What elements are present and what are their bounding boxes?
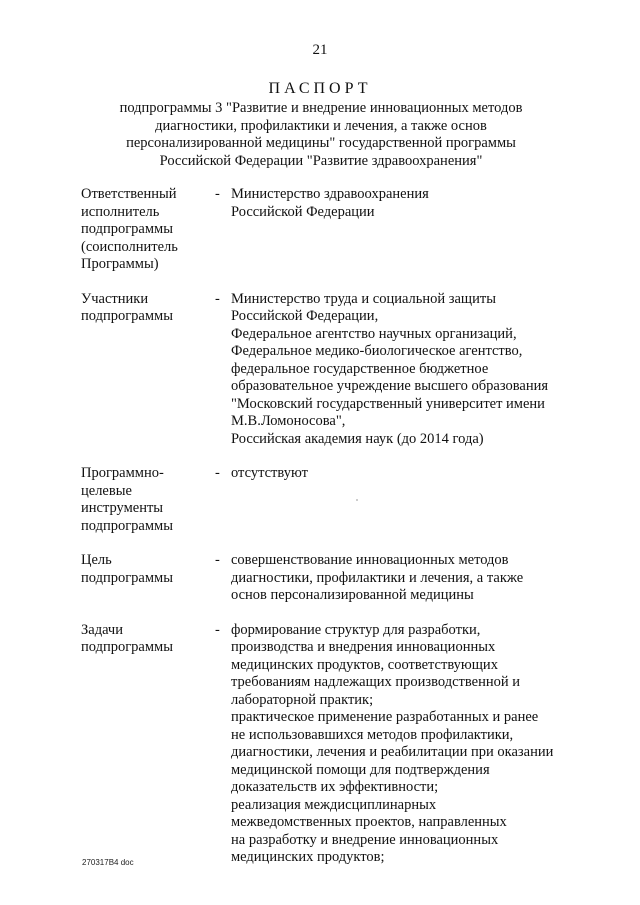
value-line: на разработку и внедрение инновационных — [231, 831, 499, 848]
subtitle-line: Российской Федерации "Развитие здравоохранения" — [159, 152, 483, 169]
value-line: формирование структур для разработки, — [231, 621, 481, 638]
label-line: подпрограммы — [81, 221, 173, 237]
label-line: Участники — [81, 290, 149, 307]
value-line: образовательное учреждение высшего образования — [231, 378, 549, 394]
label-line: Программно- — [81, 465, 164, 481]
value-line: Российская академия наук (до 2014 года) — [231, 430, 484, 447]
label-line: Цель — [81, 552, 112, 568]
value-line: межведомственных проектов, направленных — [231, 814, 507, 830]
value-line: Федеральное агентство научных организаций, — [231, 325, 517, 342]
row-value — [231, 291, 581, 449]
value-line: лабораторной практик; — [231, 691, 374, 708]
value-line: производства и внедрения инновационных — [231, 639, 496, 655]
value-line: доказательств их эффективности; — [231, 779, 439, 795]
label-line: Задачи — [81, 621, 123, 638]
value-line: Российской Федерации — [231, 203, 375, 220]
row-goal — [81, 552, 581, 605]
row-value — [231, 552, 581, 605]
value-line: основ персонализированной медицины — [231, 587, 474, 603]
row-dash: - — [215, 621, 220, 638]
row-label — [81, 291, 215, 326]
footer-file-reference: 270317В4 doc — [82, 858, 134, 867]
value-line: не использовавшихся методов профилактики, — [231, 726, 514, 743]
row-label — [81, 186, 215, 274]
row-value — [231, 465, 581, 483]
value-line: диагностики, профилактики и лечения, а также — [231, 569, 524, 586]
row-value — [231, 622, 581, 867]
row-dash: - — [215, 552, 220, 568]
subtitle-line: персонализированной медицины" государственной программы — [126, 135, 516, 151]
value-line: отсутствуют — [231, 465, 308, 481]
value-line: медицинских продуктов; — [231, 849, 385, 865]
value-line: диагностики, лечения и реабилитации при оказании — [231, 744, 554, 760]
row-dash: - — [215, 186, 220, 202]
value-line: реализация междисциплинарных — [231, 796, 437, 813]
value-line: М.В.Ломоносова", — [231, 413, 346, 429]
value-line: Министерство труда и социальной защиты — [231, 290, 496, 307]
value-line: совершенствование инновационных методов — [231, 552, 509, 568]
value-line: Российской Федерации, — [231, 308, 379, 324]
page-number: 21 — [312, 42, 328, 58]
label-line: целевые — [81, 482, 132, 499]
value-line: требованиям надлежащих производственной и — [231, 674, 520, 690]
row-responsible-executor — [81, 186, 581, 274]
scan-speck — [356, 499, 358, 501]
label-line: инструменты — [81, 500, 164, 516]
value-line: Министерство здравоохранения — [231, 186, 429, 202]
document-subtitle — [90, 100, 552, 170]
passport-table — [81, 186, 581, 884]
value-line: "Московский государственный университет имени — [231, 395, 545, 412]
label-line: исполнитель — [81, 203, 160, 220]
row-dash: - — [215, 290, 220, 307]
row-label — [81, 622, 215, 657]
row-participants — [81, 291, 581, 449]
row-label — [81, 552, 215, 587]
value-line: федеральное государственное бюджетное — [231, 360, 489, 377]
value-line: медицинской помощи для подтверждения — [231, 761, 490, 778]
row-label — [81, 465, 215, 535]
document-title: ПАСПОРТ — [268, 80, 372, 97]
subtitle-line: диагностики, профилактики и лечения, а также основ — [155, 117, 487, 134]
subtitle-line: подпрограммы 3 "Развитие и внедрение инновационных методов — [119, 100, 523, 116]
row-dash: - — [215, 465, 220, 481]
label-line: подпрограммы — [81, 517, 173, 534]
label-line: Программы) — [81, 256, 159, 272]
label-line: (соисполнитель — [81, 238, 178, 255]
row-program-instruments — [81, 465, 581, 535]
value-line: практическое применение разработанных и ранее — [231, 709, 539, 725]
row-tasks — [81, 622, 581, 867]
label-line: подпрограммы — [81, 569, 173, 586]
label-line: подпрограммы — [81, 308, 173, 324]
label-line: подпрограммы — [81, 639, 173, 655]
value-line: Федеральное медико-биологическое агентство, — [231, 343, 523, 359]
value-line: медицинских продуктов, соответствующих — [231, 656, 498, 673]
row-value — [231, 186, 581, 221]
label-line: Ответственный — [81, 186, 177, 202]
